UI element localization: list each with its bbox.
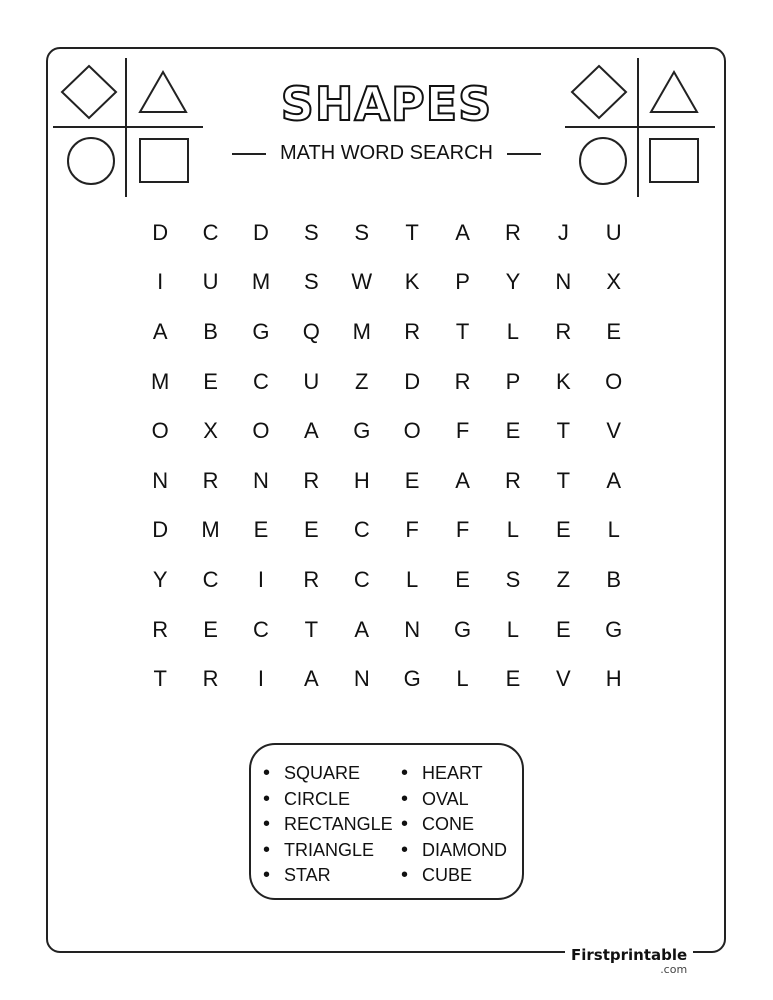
grid-letter: R (404, 318, 421, 344)
grid-letter: R (303, 467, 320, 493)
grid-letter: R (454, 368, 471, 394)
grid-letter: N (152, 467, 169, 493)
grid-letter: E (304, 517, 319, 543)
grid-letter: A (304, 418, 319, 444)
brand-tld: .com (660, 963, 688, 976)
grid-letter: I (257, 666, 265, 692)
grid-letter: T (455, 318, 470, 344)
word-list-box (249, 743, 524, 900)
grid-letter: Z (355, 368, 369, 394)
grid-letter: O (605, 368, 623, 394)
word-list-right (401, 761, 507, 889)
grid-letter: L (607, 517, 620, 543)
word-list-item: • CONE (401, 812, 507, 838)
grid-letter: G (403, 666, 421, 692)
grid-letter: D (404, 368, 421, 394)
grid-letter: I (257, 566, 265, 592)
grid-letter: E (253, 517, 269, 543)
grid-letter: C (202, 566, 219, 592)
word-list-item: • OVAL (401, 787, 507, 813)
grid-letter: H (605, 666, 622, 692)
grid-letter: R (152, 616, 169, 642)
grid-letter: Y (505, 269, 521, 295)
grid-letter: G (453, 616, 472, 642)
grid-row (135, 555, 639, 605)
grid-letter: L (506, 517, 520, 543)
grid-row (135, 605, 639, 655)
word-list-item: • RECTANGLE (263, 812, 393, 838)
grid-row (135, 406, 639, 456)
grid-letter: P (505, 368, 521, 394)
grid-letter: A (606, 467, 622, 493)
word-list-left (263, 761, 393, 889)
word-list-item: • SQUARE (263, 761, 393, 787)
grid-letter: E (606, 318, 622, 344)
grid-row (135, 258, 639, 308)
grid-letter: M (201, 517, 220, 543)
grid-letter: A (354, 616, 370, 642)
grid-letter: L (456, 666, 469, 692)
grid-letter: T (556, 418, 571, 444)
grid-letter: B (606, 566, 622, 592)
grid-letter: T (556, 467, 571, 493)
letter-grid (135, 208, 639, 704)
grid-letter: E (455, 566, 470, 592)
grid-letter: E (505, 666, 521, 692)
grid-letter: E (555, 616, 571, 642)
grid-letter: Y (152, 566, 168, 592)
grid-letter: A (455, 219, 470, 245)
grid-letter: R (202, 467, 219, 493)
grid-letter: N (404, 616, 421, 642)
grid-letter: N (555, 269, 572, 295)
divider (507, 153, 541, 155)
word-list-item: • HEART (401, 761, 507, 787)
grid-letter: C (253, 368, 269, 394)
grid-letter: M (151, 368, 170, 394)
brand-name: Firstprintable (571, 946, 688, 964)
grid-letter: W (351, 269, 373, 295)
grid-letter: R (303, 566, 320, 592)
grid-letter: E (555, 517, 571, 543)
grid-letter: E (203, 616, 218, 642)
grid-letter: C (353, 517, 370, 543)
subtitle-row (0, 138, 773, 168)
grid-letter: X (203, 418, 218, 444)
grid-letter: C (253, 616, 269, 642)
grid-letter: R (504, 467, 521, 493)
word-list-item: • STAR (263, 863, 393, 889)
grid-row (135, 506, 639, 556)
grid-letter: D (152, 219, 169, 245)
grid-letter: L (506, 318, 520, 344)
grid-letter: R (202, 666, 219, 692)
grid-letter: S (354, 219, 370, 245)
grid-letter: S (304, 269, 319, 295)
grid-row (135, 208, 639, 258)
grid-letter: D (152, 517, 169, 543)
grid-letter: U (202, 269, 219, 295)
grid-letter: S (304, 219, 319, 245)
grid-letter: B (203, 318, 218, 344)
grid-letter: E (203, 368, 218, 394)
page-title: SHAPES (280, 77, 493, 131)
grid-letter: M (251, 269, 271, 295)
grid-letter: G (353, 418, 371, 444)
grid-letter: I (157, 269, 164, 295)
grid-row (135, 307, 639, 357)
grid-letter: M (352, 318, 371, 344)
grid-letter: E (404, 467, 420, 493)
grid-letter: A (304, 666, 319, 692)
grid-letter: C (202, 219, 219, 245)
word-list-item: • TRIANGLE (263, 838, 393, 864)
grid-letter: U (605, 219, 622, 245)
grid-letter: L (406, 566, 419, 592)
word-list-item: • DIAMOND (401, 838, 507, 864)
grid-letter: R (504, 219, 521, 245)
grid-row (135, 654, 639, 704)
grid-letter: N (353, 666, 370, 692)
grid-row (135, 456, 639, 506)
grid-letter: F (455, 517, 470, 543)
grid-letter: O (151, 418, 169, 444)
grid-letter: R (555, 318, 572, 344)
grid-letter: F (405, 517, 419, 543)
grid-letter: Z (556, 566, 571, 592)
grid-letter: A (152, 318, 168, 344)
grid-letter: G (252, 318, 270, 344)
grid-letter: E (505, 418, 521, 444)
grid-letter: X (606, 269, 622, 295)
grid-letter: C (353, 566, 370, 592)
grid-letter: K (555, 368, 571, 394)
grid-letter: T (304, 616, 319, 642)
brand-logo (565, 946, 693, 976)
grid-row (135, 357, 639, 407)
grid-letter: G (605, 616, 623, 642)
word-list-item: • CUBE (401, 863, 507, 889)
grid-letter: V (555, 666, 571, 692)
grid-letter: U (303, 368, 320, 394)
grid-letter: N (253, 467, 269, 493)
grid-letter: O (403, 418, 421, 444)
page-subtitle: MATH WORD SEARCH (280, 142, 493, 164)
grid-letter: D (253, 219, 269, 245)
grid-letter: F (455, 418, 470, 444)
grid-letter: T (153, 666, 167, 692)
grid-letter: T (405, 219, 419, 245)
grid-letter: P (455, 269, 470, 295)
grid-letter: O (252, 418, 270, 444)
grid-letter: J (557, 219, 569, 245)
grid-letter: Q (302, 318, 320, 344)
divider (232, 153, 266, 155)
grid-letter: K (404, 269, 420, 295)
grid-letter: A (455, 467, 470, 493)
word-list-item: • CIRCLE (263, 787, 393, 813)
grid-letter: H (353, 467, 370, 493)
grid-letter: S (505, 566, 521, 592)
grid-letter: V (606, 418, 622, 444)
grid-letter: L (506, 616, 520, 642)
